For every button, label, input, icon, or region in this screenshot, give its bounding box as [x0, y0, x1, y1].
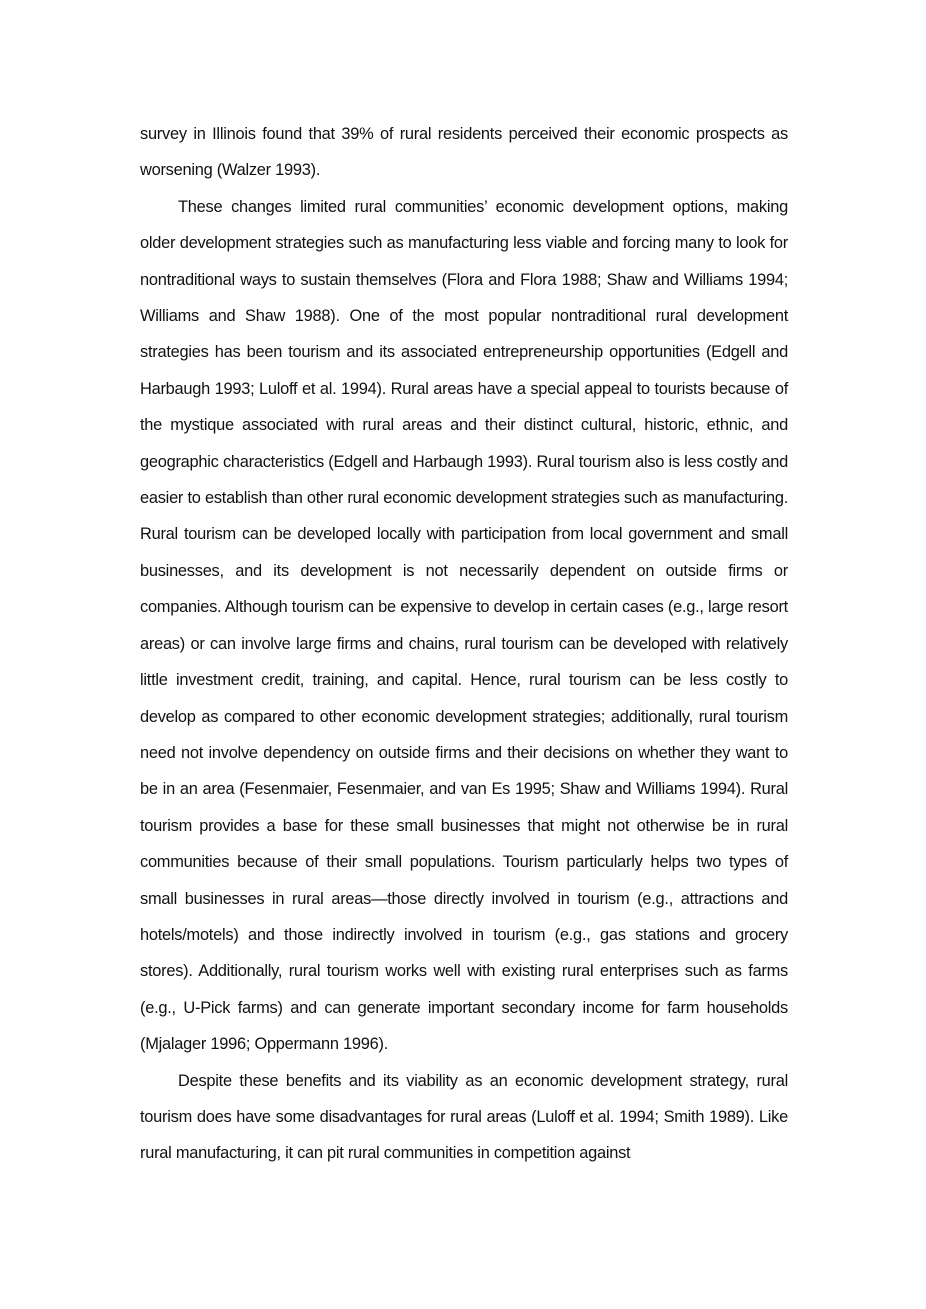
- paragraph-continuation: survey in Illinois found that 39% of rural residents perceived their economic prospects as worsening (Walzer 1993).: [140, 125, 788, 180]
- paragraph-disadvantages: Despite these benefits and its viability as an economic development strategy, rural tourism does have some disadvantages for rural areas (Luloff et al. 1994; Smith 1989). Like rural manufacturing, it can pit rural communities in competition against: [140, 1071, 788, 1163]
- body-text: [140, 116, 788, 1172]
- paragraph-rural-tourism-strategy: These changes limited rural communities’ economic development options, making older development strategies such as manufacturing less viable and forcing many to look for nontraditional ways to sustain themselves (Flora and Flora 1988; Shaw and Williams 1994; Williams and Shaw 1988). One of the most popular nontraditional rural development strategies has been tourism and its associated entrepreneurship opportunities (Edgell and Harbaugh 1993; Luloff et al. 1994). Rural areas have a special appeal to tourists because of the mystique associated with rural areas and their distinct cultural, historic, ethnic, and geographic characteristics (Edgell and Harbaugh 1993). Rural tourism also is less costly and easier to establish than other rural economic development strategies such as manufacturing. Rural tourism can be developed locally with participation from local government and small businesses, and its development is not necessarily dependent on outside firms or companies. Although tourism can be expensive to develop in certain cases (e.g., large resort areas) or can involve large firms and chains, rural tourism can be developed with relatively little investment credit, training, and capital. Hence, rural tourism can be less costly to develop as compared to other economic development strategies; additionally, rural tourism need not involve dependency on outside firms and their decisions on whether they want to be in an area (Fesenmaier, Fesenmaier, and van Es 1995; Shaw and Williams 1994). Rural tourism provides a base for these small businesses that might not otherwise be in rural communities because of their small populations. Tourism particularly helps two types of small businesses in rural areas—those directly involved in tourism (e.g., attractions and hotels/motels) and those indirectly involved in tourism (e.g., gas stations and grocery stores). Additionally, rural tourism works well with existing rural enterprises such as farms (e.g., U-Pick farms) and can generate important secondary income for farm households (Mjalager 1996; Oppermann 1996).: [140, 197, 788, 1054]
